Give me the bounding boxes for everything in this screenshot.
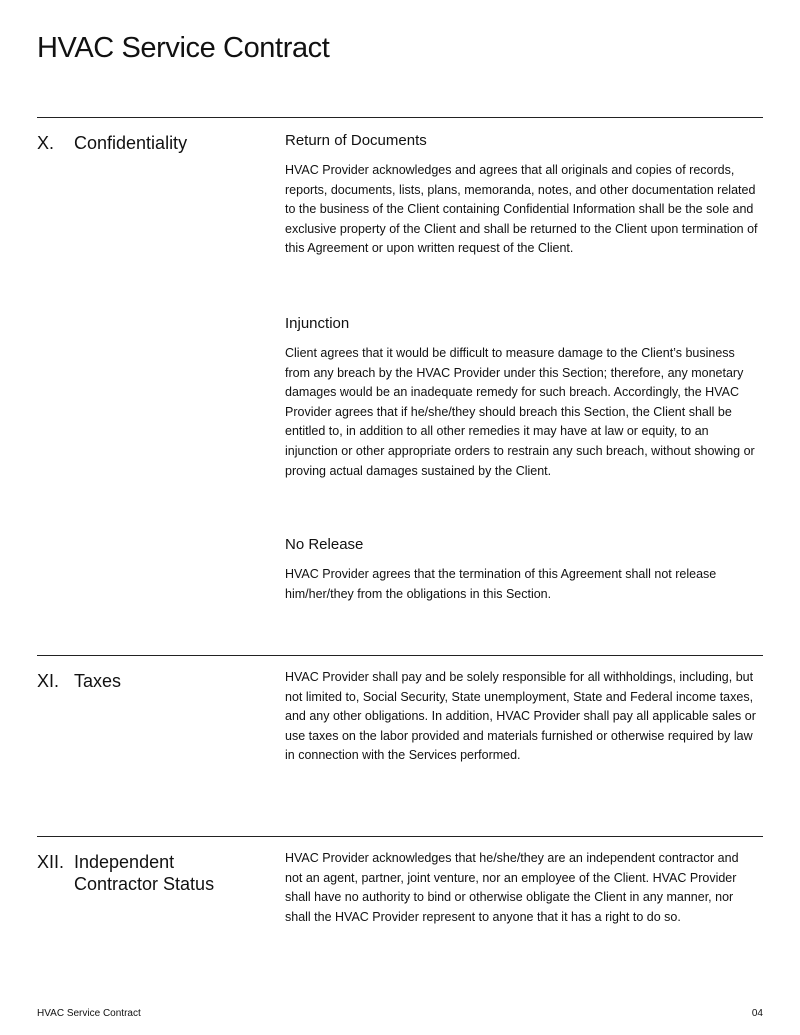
subsection-heading-return-of-documents: Return of Documents	[285, 132, 427, 149]
section-number: XII.	[37, 852, 65, 872]
section-title-taxes: Taxes	[74, 671, 122, 691]
subsection-heading-no-release: No Release	[285, 536, 364, 553]
section-title-confidentiality: Confidentiality	[74, 133, 188, 153]
subsection-text-return-of-documents: HVAC Provider acknowledges and agrees that all originals and copies of records, reports, documents, lists, plans, memoranda, notes, and other documentation related to the business of the Client containing Confidential Information shall be the sole and exclusive property of the Client and shall be returned to the Client upon termination of this Agreement or upon written request of the Client.	[285, 163, 758, 256]
subsection-heading-injunction: Injunction	[285, 315, 350, 332]
footer-document-title: HVAC Service Contract	[37, 1008, 141, 1019]
page-title: HVAC Service Contract	[37, 32, 330, 64]
subsection-text-no-release: HVAC Provider agrees that the termination of this Agreement shall not release him/her/they from the obligations in this Section.	[285, 567, 717, 601]
subsection-text-injunction: Client agrees that it would be difficult to measure damage to the Client’s business from any breach by the HVAC Provider under this Section; therefore, any monetary damages would be an inadequate remedy for such breach. Accordingly, the HVAC Provider agrees that if he/she/they should breach this Section, the Client shall be entitled to, in addition to all other remedies it may have at law or equity, to an injunction or other appropriate orders to restrain any such breach, without showing or proving actual damages sustained by the Client.	[285, 346, 755, 478]
section-number: XI.	[37, 671, 60, 691]
page-number: 04	[751, 1008, 763, 1019]
section-title-independent-contractor-status: Independent Contractor Status	[74, 852, 215, 894]
section-divider	[37, 117, 763, 118]
section-divider	[37, 836, 763, 837]
section-number: X.	[37, 133, 55, 153]
section-text-taxes: HVAC Provider shall pay and be solely responsible for all withholdings, including, but not limited to, Social Security, State unemployment, State and Federal income taxes, and any other obligations. In addition, HVAC Provider shall pay all applicable sales or use taxes on the labor provided and materials furnished or otherwise required by law in connection with the Services performed.	[285, 670, 756, 763]
section-text-independent-contractor-status: HVAC Provider acknowledges that he/she/they are an independent contractor and not an agent, partner, joint venture, nor an employee of the Client. HVAC Provider shall have no authority to bind or otherwise obligate the Client in any manner, nor shall the HVAC Provider represent to anyone that it has a right to do so.	[285, 851, 739, 924]
section-divider	[37, 655, 763, 656]
